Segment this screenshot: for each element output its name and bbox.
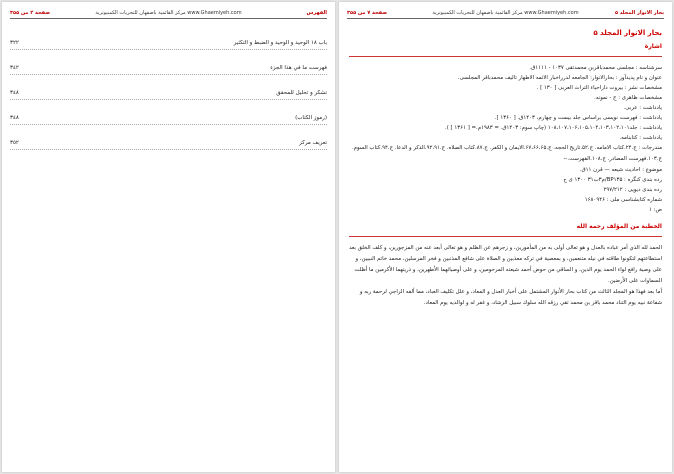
khutba-title: الخطبة من المؤلف رحمه الله [576,223,662,230]
toc-page: ٣٤٨ [10,115,19,121]
khutba-paragraph: الحمد لله الذي أمر عباده بالعدل و هو تعالى أولى به من المأمورين، و زجرهم عن الظلم و هو تعالى أبعد عنه من المزجورين، و كلف الخلق بعد استطاعتهم لتكونوا طاقته في نيله متنعمين، و بمعصية في تركه معذبين و الصلاة على شافع المذنبين و فخر المرسلين، محمد خاتم النبيين، و على وصية رافع لواء الحمد يوم الدين، و الساقي من حوض أحمد شيعته المرحومين، و على أوصيائهما الأطهرين، و ذريتهما الأكرمين ما أظلت السماوات على الأرضين. [349,245,662,284]
biblio-line: يادداشت : جلد۱۰۸،۱۰۷،۱۰۶،۱۰۵،۱۰۴،۱۰۳،۱۰۲،۱۰۱ (چاپ سوم: ۱۴۰۳ق. = ۱۹۸۳م.= [ ۱۳۶۱ ] ). [445,125,662,131]
toc-row[interactable] [10,130,327,150]
biblio-line: مشخصات نشر : بيروت داراحياء التراث العربی [ ۱۳۰ ] . [536,85,662,91]
biblio-line: رده بندی كنگره : BP۱۳۵/م۳ب۳۱ ۱۳۰۰ ی ح [563,177,662,183]
right-page [339,2,672,472]
divider [349,56,662,57]
toc-title[interactable]: تشكر و تحليل للمحقق [276,90,327,96]
biblio-line: يادداشت : كتابنامه. [619,135,662,141]
toc-title[interactable]: فهرست ما في هذا الجزء [270,65,327,71]
left-header-page-number: صفحة ۲ من ۳۵۵ [10,10,51,16]
toc-page: ٣٤٢ [10,65,19,71]
left-header-site: مركز القائمية باصفهان للتحريات الكمبيوترية www.Ghaemiyeh.com [95,10,242,16]
page-marker: ص: ۱ [649,207,662,213]
toc-title[interactable]: (رموز الكتاب) [295,115,327,121]
biblio-line: يادداشت : عربی. [623,105,662,111]
right-page-header [347,9,664,19]
divider [349,236,662,237]
toc-row[interactable] [10,30,327,50]
toc-page: ٣٢٢ [10,40,19,46]
left-page [2,2,335,472]
biblio-line: سرشناسه : مجلسی محمدباقربن محمدتقی ۱۰۳۷ - ۱۱۱۱ق. [529,65,662,71]
biblio-line: مشخصات ظاهری : ج - نمونه. [594,95,662,101]
toc-title[interactable]: باب ١٨ الوحيد و الوحيد و الضبط و التكثير [233,40,327,46]
page-title: بحار الانوار المجلد ۵ [593,29,662,37]
right-header-site: مركز القائمية باصفهان للتحريات الكمبيوترية www.Ghaemiyeh.com [432,10,579,16]
biblio-line: يادداشت : فهرست نويسی براساس جلد بيست و چهارم، ۱۴۰۳ق. [ ۱۳۶۰ ]. [494,115,662,121]
table-of-contents [10,30,327,155]
document-body [349,26,662,309]
toc-row[interactable] [10,80,327,100]
toc-row[interactable] [10,105,327,125]
biblio-line: عنوان و نام پديدآور : بحارالانوار: الجامعه لدرراخبار الائمه الاطهار تاليف محمدباقر المجلسی. [457,75,662,81]
biblio-contents: مندرجات : ج.۲۴.كتاب الامامه. ج.۵۲.تاريخ الحجه. ج.۶۷،۶۶،۶۵.الايمان و الكفر. ج.۸۷.كتاب الصلاه. ج.۹۲،۹۱.الذكر و الدعا. ج.۹۴.كتاب السوم. ج.۱۰۳.فهرست المصادر. ج.۱۰۸.الفهرست.-- [351,145,662,162]
left-page-header [10,9,327,19]
khutba-paragraph: أما بعد فهذا هو المجلد الثالث من كتاب بحار الأنوار المشتمل على أخبار العدل و المعاد، و علل تكليف العباد، مما ألفه الراجي لرحمة ربه و شفاعة نبيه يوم التناد محمد باقر بن محمد تقي رزقه الله سلوك سبيل الرشاد، و غفر له و لوالديه يوم المعاد. [359,289,662,306]
biblio-line: شماره كتابشناسی ملی : ۱۶۸۰۹۴۶ [584,197,662,203]
right-header-section: بحار الانوار المجلد ۵ [614,10,664,16]
biblio-line: رده بندی ديويی : ۲۹۷/۲۱۲ [603,187,662,193]
section-title: اشارة [644,43,662,50]
left-header-section: الفهرس [306,10,327,16]
toc-title[interactable]: تعريف مركز [299,140,327,146]
biblio-line: موضوع : احاديث شيعه — قرن ۱۱ق. [579,167,662,173]
toc-page: ٣٤٨ [10,90,19,96]
right-header-page-number: صفحة ۷ من ۳۵۵ [347,10,388,16]
toc-page: ٣٥٢ [10,140,19,146]
toc-row[interactable] [10,55,327,75]
